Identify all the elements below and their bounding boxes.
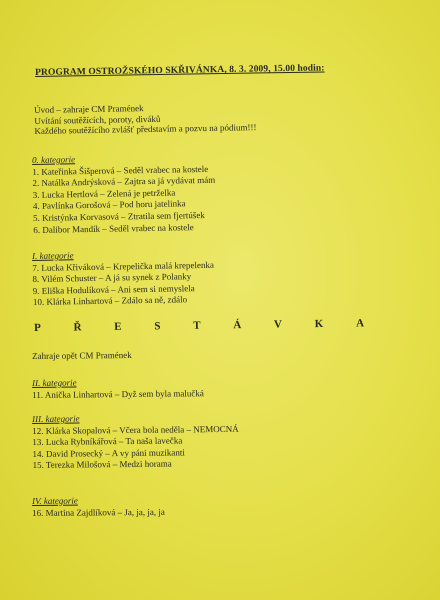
intro-line: Každého soutěžícího zvlášť představím a pozvu na pódium!!! xyxy=(34,122,257,136)
list-item: 3. Lucka Hertlová – Zelená je petrželka xyxy=(32,187,176,200)
list-item: 14. David Prosecký – A vy páni muzikanti xyxy=(32,447,185,459)
list-item: 10. Klárka Linhartová – Zdálo sa ně, zdálo xyxy=(32,294,188,308)
category-4-block xyxy=(32,495,165,519)
pause-letter: A xyxy=(355,317,365,330)
list-item: 16. Martina Zajdlíková – Ja, ja, ja, ja xyxy=(32,506,165,518)
category-heading: III. kategorie xyxy=(32,413,80,424)
category-1-block xyxy=(32,248,215,309)
category-heading: 0. kategorie xyxy=(32,154,76,165)
pause-letter: V xyxy=(273,318,283,331)
category-0-block xyxy=(32,152,216,236)
list-item: 2. Natálka Andrýsková – Zajtra sa já vydávat mám xyxy=(32,174,216,189)
list-item: 6. Dalibor Mandík – Seděl vrabec na kostele xyxy=(33,221,194,235)
list-item: 9. Eliška Hodulíková – Ani sem si nemyslela xyxy=(32,282,195,296)
list-item: 12. Klárka Skopalová – Včera bola neděla – NEMOCNÁ xyxy=(32,423,239,436)
list-item: 15. Terezka Milošová – Medzi horama xyxy=(32,458,172,471)
program-title: PROGRAM OSTROŽSKÉHO SKŘIVÁNKA, 8. 3. 2009, 15.00 hodin: xyxy=(35,63,325,78)
category-3-block xyxy=(32,412,239,472)
pause-letter: P xyxy=(34,321,41,334)
pause-letter: K xyxy=(314,317,324,331)
pause-letter: Ř xyxy=(73,321,82,334)
category-heading: I. kategorie xyxy=(32,250,74,261)
list-item: 13. Lucka Rybníkářová – Ta naša lavečka xyxy=(32,435,183,448)
list-item: 1. Kateřinka Šišperová – Seděl vrabec na kostele xyxy=(32,163,209,177)
list-item: 11. Anička Linhartová – Dyž sem byla malučká xyxy=(32,387,204,400)
category-heading: IV. kategorie xyxy=(32,495,78,506)
intro-block xyxy=(34,101,257,136)
list-item: 5. Kristýnka Korvasová – Ztratila sem fjertúšek xyxy=(33,209,205,223)
list-item: 8. Vilém Schuster – A já su synek z Polanky xyxy=(32,271,192,285)
list-item: 4. Pavlínka Gorošová – Pod horu jatelinka xyxy=(32,198,186,212)
pause-letter: S xyxy=(154,320,161,333)
pause-letter: E xyxy=(114,320,122,333)
pause-heading xyxy=(34,317,364,334)
list-item: 7. Lucka Křiváková – Krepelička malá krepelenka xyxy=(32,259,215,273)
intro-line: Úvod – zahraje CM Pramének xyxy=(34,103,144,115)
category-2-block xyxy=(32,376,204,401)
category-heading: II. kategorie xyxy=(32,377,77,388)
pause-letter: Á xyxy=(233,319,242,332)
intro-line: Uvítání soutěžících, poroty, diváků xyxy=(34,113,161,126)
after-pause-text: Zahraje opět CM Pramének xyxy=(32,349,132,361)
pause-letter: T xyxy=(193,319,201,332)
